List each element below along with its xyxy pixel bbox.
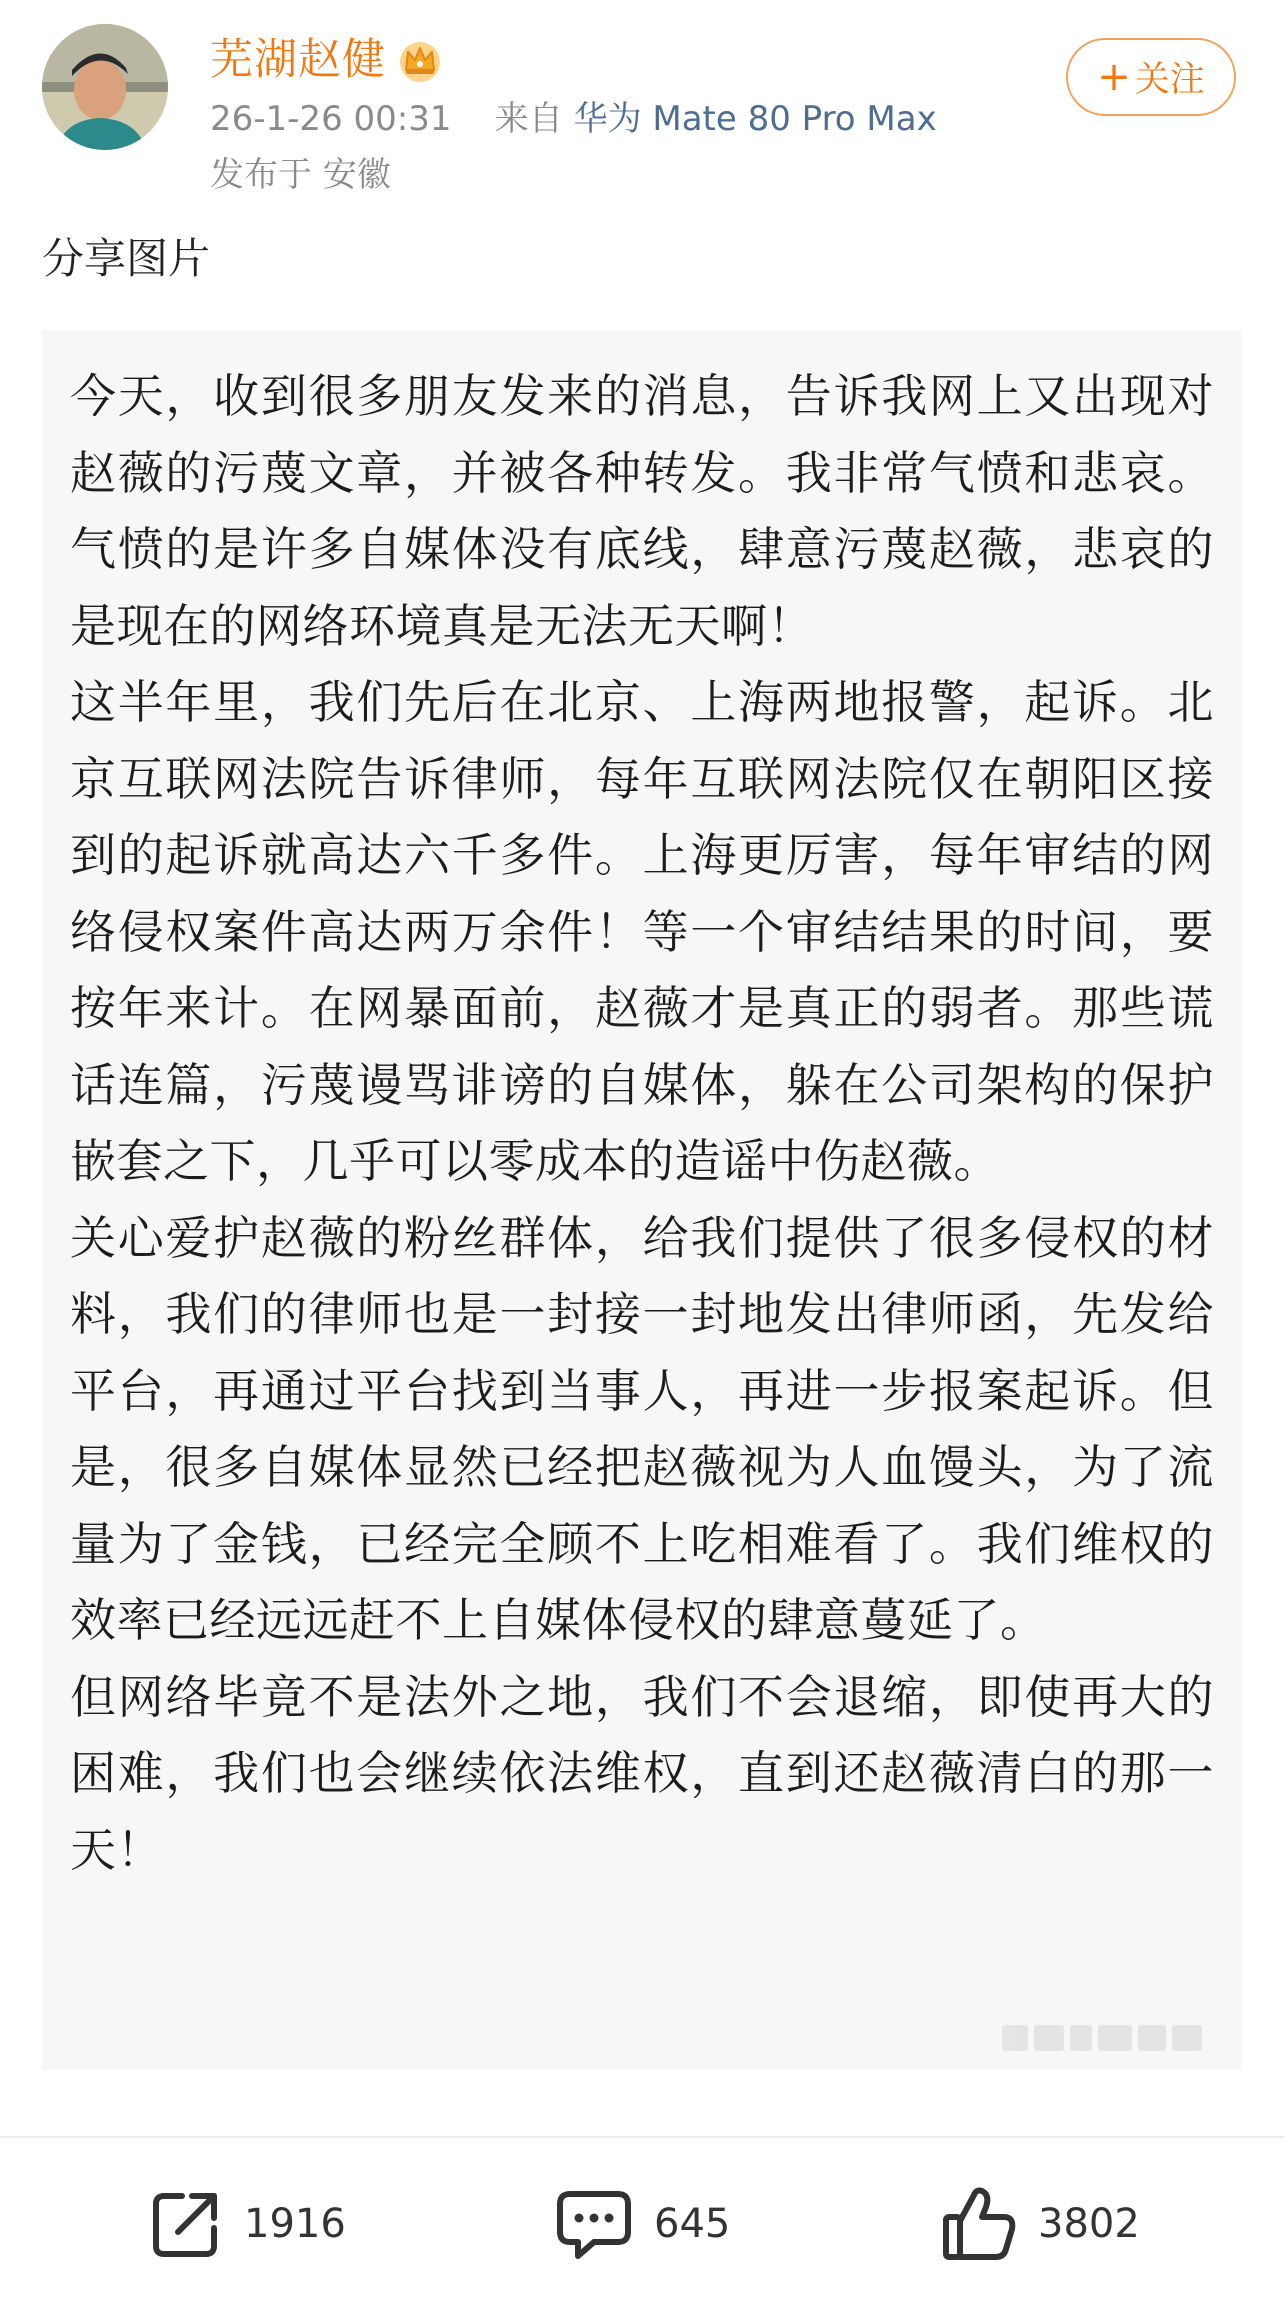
comment-count: 645 [654, 2201, 731, 2247]
image-paragraph: 今天，收到很多朋友发来的消息，告诉我网上又出现对赵薇的污蔑文章，并被各种转发。我非常气愤和悲哀。气愤的是许多自媒体没有底线，肆意污蔑赵薇，悲哀的是现在的网络环境真是无法无天啊！ [70, 369, 1214, 653]
like-button[interactable] [940, 2182, 1140, 2266]
post-header [0, 0, 1284, 210]
crown-vip-icon[interactable] [396, 36, 444, 84]
avatar-image [42, 24, 168, 150]
plus-icon: + [1097, 54, 1131, 100]
share-icon [148, 2186, 224, 2262]
share-button[interactable] [148, 2182, 346, 2266]
image-paragraph: 关心爱护赵薇的粉丝群体，给我们提供了很多侵权的材料，我们的律师也是一封接一封地发出律师函，先发给平台，再通过平台找到当事人，再进一步报案起诉。但是，很多自媒体显然已经把赵薇视为人血馒头，为了流量为了金钱，已经完全顾不上吃相难看了。我们维权的效率已经远远赶不上自媒体侵权的肆意蔓延了。 [70, 1210, 1214, 1647]
source-prefix: 来自 [494, 99, 563, 139]
avatar[interactable] [42, 24, 168, 150]
location-label: 发布于 安徽 [210, 155, 391, 195]
share-count: 1916 [244, 2201, 346, 2247]
action-bar [0, 2138, 1284, 2311]
comment-icon [554, 2186, 634, 2262]
image-paragraph: 这半年里，我们先后在北京、上海两地报警，起诉。北京互联网法院告诉律师，每年互联网法院仅在朝阳区接到的起诉就高达六千多件。上海更厉害，每年审结的网络侵权案件高达两万余件！等一个审结结果的时间，要按年来计。在网暴面前，赵薇才是真正的弱者。那些谎话连篇，污蔑谩骂诽谤的自媒体，躲在公司架构的保护嵌套之下，几乎可以零成本的造谣中伤赵薇。 [70, 675, 1214, 1188]
device-link[interactable]: 华为 Mate 80 Pro Max [573, 99, 937, 139]
author-name[interactable]: 芜湖赵健 [210, 35, 386, 85]
shared-image[interactable] [42, 330, 1242, 2070]
follow-label: 关注 [1134, 60, 1205, 100]
post-text: 分享图片 [42, 234, 211, 283]
image-watermark [1002, 2020, 1202, 2056]
follow-button[interactable] [1066, 38, 1236, 116]
thumbs-up-icon [940, 2185, 1018, 2263]
comment-button[interactable] [554, 2182, 730, 2266]
image-paragraph: 但网络毕竟不是法外之地，我们不会退缩，即使再大的困难，我们也会继续依法维权，直到还赵薇清白的那一天！ [70, 1669, 1214, 1877]
image-text-body [42, 358, 1242, 1888]
timestamp: 26-1-26 00:31 [210, 99, 452, 139]
like-count: 3802 [1038, 2201, 1140, 2247]
post-meta [210, 98, 937, 140]
